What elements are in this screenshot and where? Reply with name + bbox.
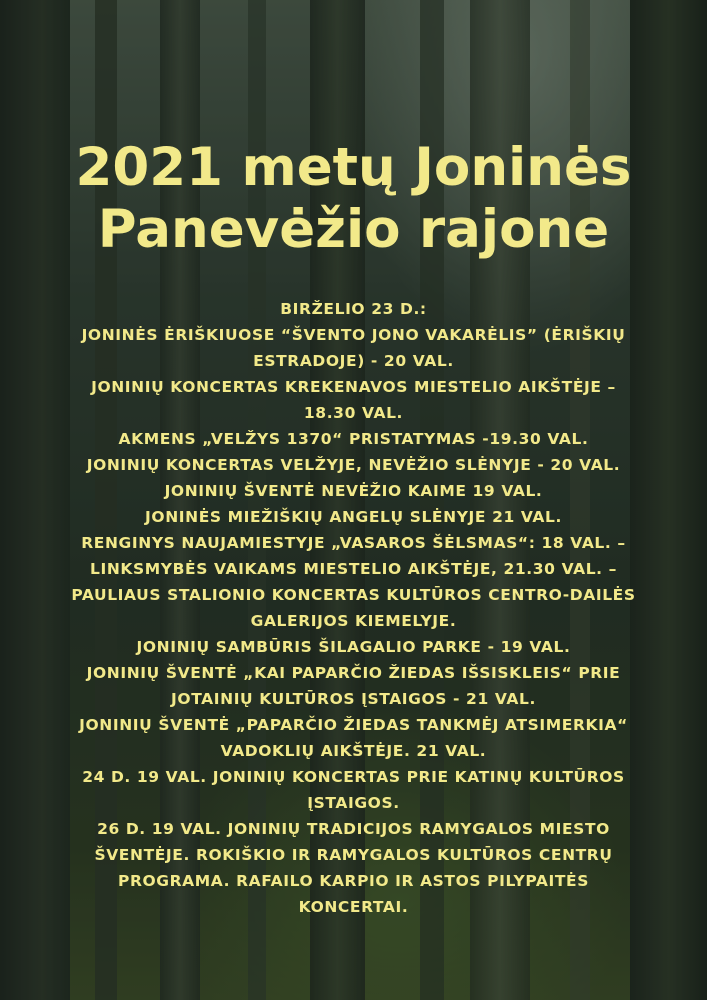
event-line: JONINĖS ĖRIŠKIUOSE “ŠVENTO JONO VAKARĖLIS” (ĖRIŠKIŲ [81,326,626,344]
event-line: 24 D. 19 VAL. JONINIŲ KONCERTAS PRIE KATINŲ KULTŪROS [82,768,625,786]
event-line: VADOKLIŲ AIKŠTĖJE. 21 VAL. [220,742,487,760]
event-line: RENGINYS NAUJAMIESTYJE „VASAROS ŠĖLSMAS“: 18 VAL. – [81,534,626,552]
event-line: ĮSTAIGOS. [307,794,400,812]
event-line: JONINIŲ ŠVENTĖ „PAPARČIO ŽIEDAS TANKMĖJ ATSIMERKIA“ [79,716,628,734]
event-line: JONINIŲ ŠVENTĖ NEVĖŽIO KAIME 19 VAL. [164,482,543,500]
poster-title-line-2: Panevėžio rajone [97,199,610,260]
poster-title-line-1: 2021 metų Joninės [75,137,632,198]
event-line: JOTAINIŲ KULTŪROS ĮSTAIGOS - 21 VAL. [171,690,536,708]
event-line: JONINIŲ ŠVENTĖ „KAI PAPARČIO ŽIEDAS IŠSISKLEIS“ PRIE [86,664,621,682]
event-line: PAULIAUS STALIONIO KONCERTAS KULTŪROS CENTRO-DAILĖS [71,586,636,604]
events-list [14,296,693,920]
event-line: 26 D. 19 VAL. JONINIŲ TRADICIJOS RAMYGALOS MIESTO [97,820,610,838]
event-line: JONINIŲ KONCERTAS KREKENAVOS MIESTELIO AIKŠTĖJE – [91,378,616,396]
event-line: AKMENS „VELŽYS 1370“ PRISTATYMAS -19.30 VAL. [118,430,589,448]
event-line: JONINIŲ KONCERTAS VELŽYJE, NEVĖŽIO SLĖNYJE - 20 VAL. [86,456,621,474]
event-line: JONINĖS MIEŽIŠKIŲ ANGELŲ SLĖNYJE 21 VAL. [145,508,562,526]
event-line: PROGRAMA. RAFAILO KARPIO IR ASTOS PILYPAITĖS [118,872,589,890]
event-line: BIRŽELIO 23 D.: [280,300,427,318]
event-line: ESTRADOJE) - 20 VAL. [253,352,454,370]
event-line: GALERIJOS KIEMELYJE. [250,612,457,630]
event-line: LINKSMYBĖS VAIKAMS MIESTELIO AIKŠTĖJE, 21.30 VAL. – [89,560,618,578]
event-line: 18.30 VAL. [303,404,404,422]
event-line: JONINIŲ SAMBŪRIS ŠILAGALIO PARKE - 19 VAL. [136,638,571,656]
event-line: ŠVENTĖJE. ROKIŠKIO IR RAMYGALOS KULTŪROS CENTRŲ [94,846,613,864]
event-line: KONCERTAI. [298,898,409,916]
